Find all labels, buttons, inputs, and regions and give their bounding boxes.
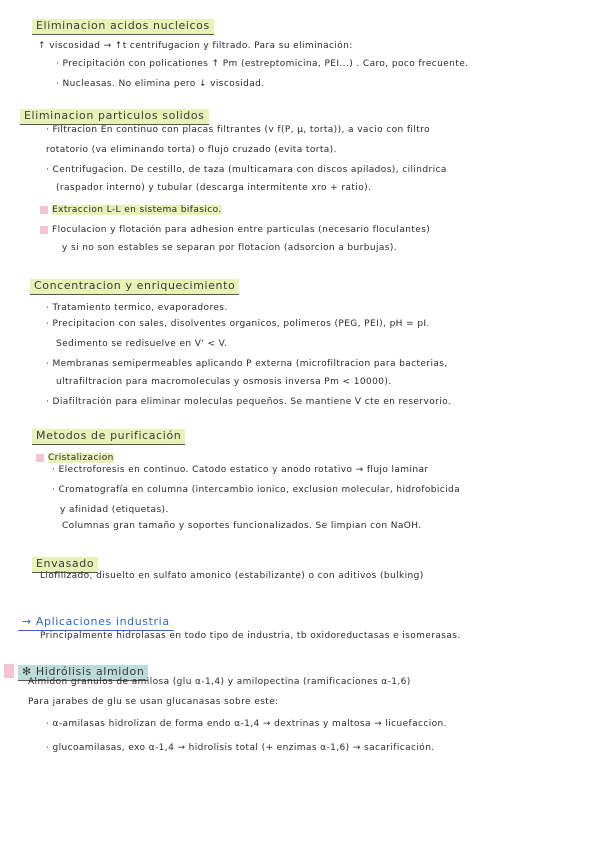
note-line-bullet [40, 204, 222, 216]
section-acidos-nucleicos [32, 14, 214, 35]
note-line: · Diafiltración para eliminar moleculas pequeños. Se mantiene V cte en reservorio. [46, 397, 452, 407]
note-line: · Centrifugacion. De cestillo, de taza (multicamara con discos apilados), cilindrica [46, 165, 447, 175]
note-line: Columnas gran tamaño y soportes funcionalizados. Se limpian con NaOH. [62, 521, 422, 531]
note-line: y si no son estables se separan por flotacion (adsorcion a burbujas). [62, 243, 398, 253]
note-line: · Cromatografía en columna (intercambio ionico, exclusion molecular, hidrofobicida [52, 485, 461, 495]
section-aplicaciones [18, 610, 174, 631]
section-title: Eliminacion acidos nucleicos [32, 19, 214, 35]
note-line: ↑ viscosidad → ↑t centrifugacion y filtrado. Para su eliminación: [38, 41, 353, 51]
note-line: Almidon granulos de amilosa (glu α-1,4) y amilopectina (ramificaciones α-1,6) [28, 677, 411, 687]
note-line: Principalmente hidrolasas en todo tipo de industria, tb oxidoreductasas e isomerasas. [40, 631, 461, 641]
pink-marker-icon [4, 664, 14, 678]
note-line: rotatorio (va eliminando torta) o flujo cruzado (evita torta). [46, 145, 337, 155]
note-line: ultrafiltracion para macromoleculas y osmosis inversa Pm < 10000). [56, 377, 392, 387]
section-purificacion [32, 424, 185, 445]
pink-marker-icon [40, 206, 48, 214]
section-title: Envasado [32, 557, 98, 573]
note-text: Cristalizacion [48, 453, 114, 463]
pink-marker-icon [40, 226, 48, 234]
section-particulos-solidos [20, 104, 209, 125]
note-line-bullet [36, 452, 114, 464]
note-line: · α-amilasas hidrolizan de forma endo α-1,4 → dextrinas y maltosa → licuefaccion. [46, 719, 447, 729]
note-line: y afinidad (etiquetas). [60, 505, 169, 515]
note-text: Floculacion y flotación para adhesion entre particulas (necesario floculantes) [52, 225, 431, 235]
note-line: · Membranas semipermeables aplicando P externa (microfiltracion para bacterias, [46, 359, 448, 369]
note-line: (raspador interno) y tubular (descarga intermitente xro + ratio). [56, 183, 372, 193]
note-line: · Electroforesis en continuo. Catodo estatico y anodo rotativo → flujo laminar [52, 465, 429, 475]
note-text: Extraccion L-L en sistema bifasico. [52, 205, 222, 215]
note-line: Sedimento se redisuelve en V' < V. [56, 339, 228, 349]
note-line-bullet [40, 224, 430, 236]
section-concentracion [30, 274, 239, 295]
section-title: ✻ Hidrólisis almidon [18, 665, 148, 681]
note-line: · Tratamiento termico, evaporadores. [46, 303, 228, 313]
note-line: Para jarabes de glu se usan glucanasas sobre este: [28, 697, 279, 707]
section-title: Eliminacion particulos solidos [20, 109, 209, 125]
note-line: · Precipitacion con sales, disolventes organicos, polimeros (PEG, PEI), pH = pI. [46, 319, 430, 329]
note-line: · Nucleasas. No elimina pero ↓ viscosidad. [56, 79, 265, 89]
note-line: Liofilizado, disuelto en sulfato amonico (estabilizante) o con aditivos (bulking) [40, 571, 424, 581]
note-line: · glucoamilasas, exo α-1,4 → hidrolisis total (+ enzimas α-1,6) → sacarificación. [46, 743, 435, 753]
section-title: Metodos de purificación [32, 429, 185, 445]
section-title: → Aplicaciones industria [18, 615, 174, 631]
note-line: · Filtracion En continuo con placas filtrantes (v f(P, μ, torta)), a vacio con filtro [46, 125, 430, 135]
note-line: · Precipitación con policationes ↑ Pm (estreptomicina, PEI...) . Caro, poco frecuente. [56, 59, 469, 69]
section-title: Concentracion y enriquecimiento [30, 279, 239, 295]
pink-marker-icon [36, 454, 44, 462]
